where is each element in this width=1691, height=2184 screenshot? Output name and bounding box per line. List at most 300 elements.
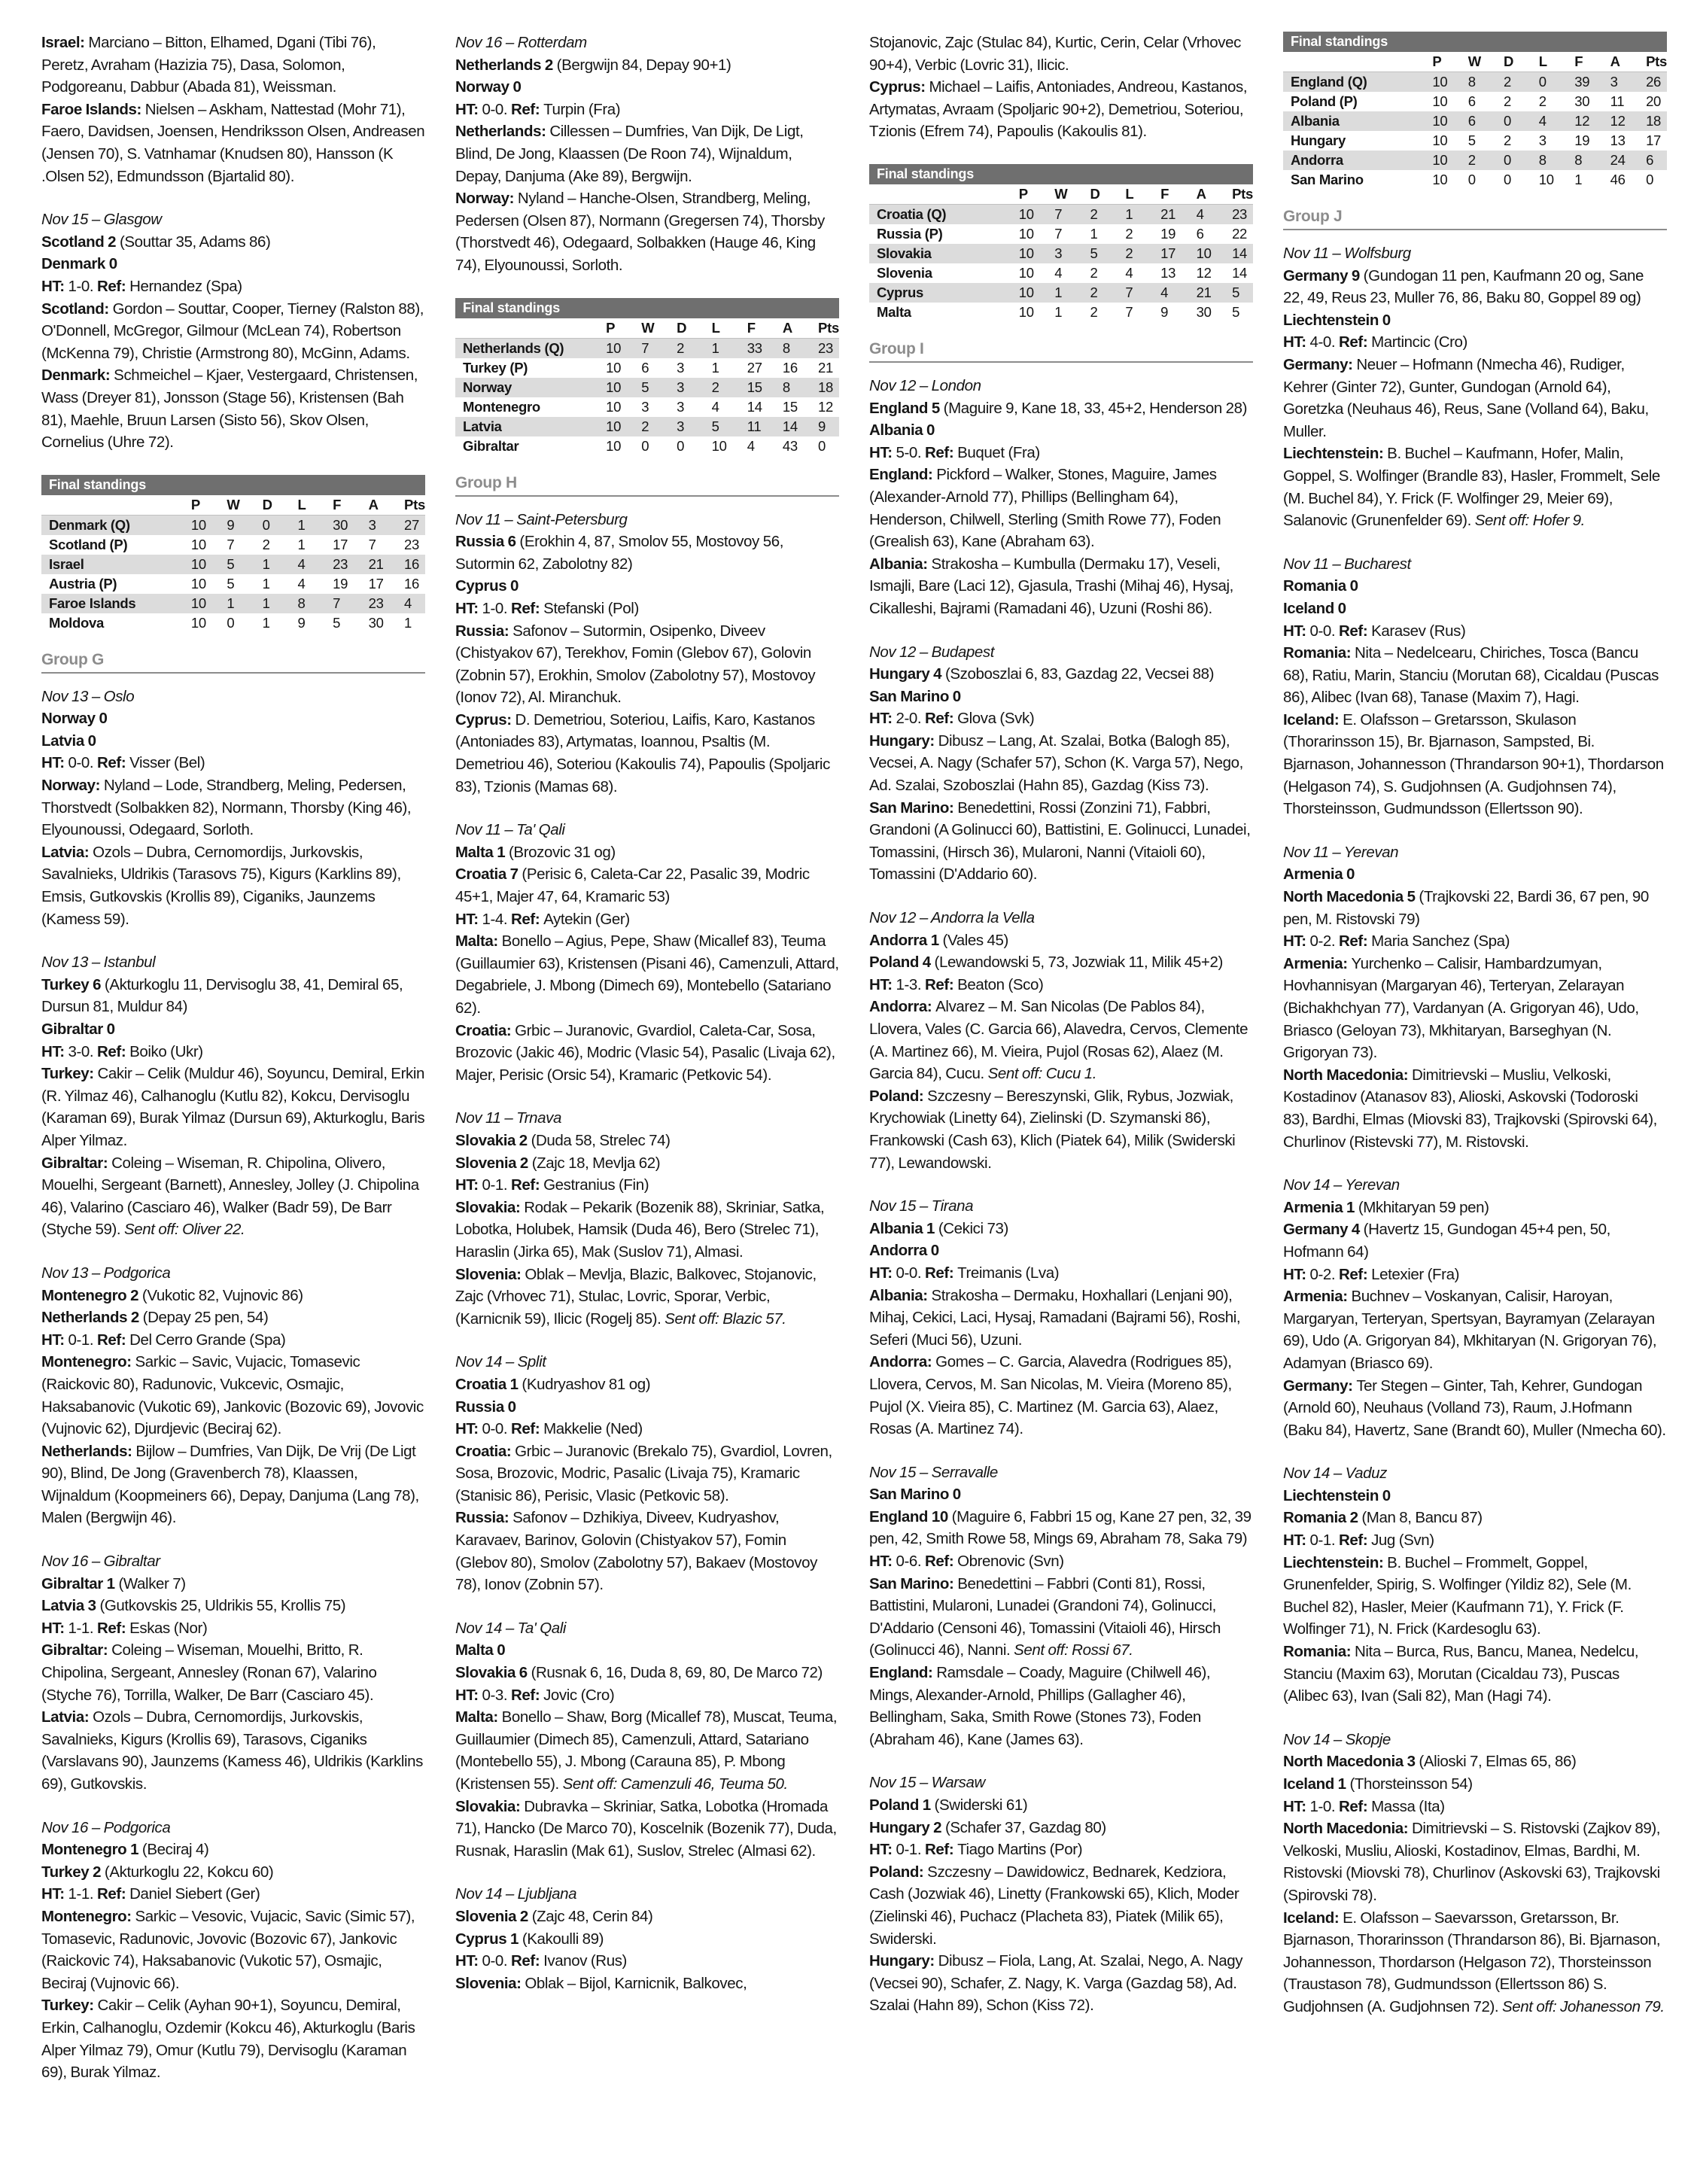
column-header <box>1283 52 1432 72</box>
bold-text: HT: <box>455 1176 482 1194</box>
bold-text: Ref: <box>97 1331 130 1349</box>
stat-cell: 0 <box>641 436 677 456</box>
spacer <box>41 674 425 686</box>
table-row <box>455 358 839 378</box>
match-paragraph <box>455 930 839 1019</box>
column-header: F <box>1160 185 1169 202</box>
bold-text: Netherlands 2 <box>455 56 557 74</box>
column-header: F <box>1574 53 1583 69</box>
text-run: B. Buchel – Frommelt, Goppel, Grunenfelder, Spirig, S. Wolfinger (Yildiz 82), Sele (M. Buchel 82), Hasler, Meier (Kaufmann 71), Y. Frick (F. Wolfinger 71), N. Frick (Kardesoglu 63). <box>1283 1553 1632 1638</box>
bold-text: San Marino: <box>869 798 958 817</box>
text-run: Sarkic – Savic, Vujacic, Tomasevic (Raickovic 80), Radunovic, Vukcevic, Osmajic, Haksabanovic (Vukotic 69), Jankovic (Bozovic 69), Jovovic (Vujnovic 62), Djurdjevic (Beciraj 62). <box>41 1353 424 1438</box>
match-paragraph <box>455 620 839 709</box>
match-paragraph <box>1283 709 1667 820</box>
text-run: Yurchenko – Calisir, Hambardzumyan, Hovhannisyan (Margaryan 46), Terteryan, Zelarayan (Bichakhchyan 77), Vardanyan (A. Grigoryan 46), Udo, Briasco (Geloyan 73), Mkhitaryan, Barseghyan (N. Grigoryan 73). <box>1283 954 1639 1062</box>
stat-cell: 18 <box>1646 111 1667 131</box>
italic-text: Nov 14 – Ta' Qali <box>455 1619 567 1637</box>
group-heading: Group I <box>869 339 1253 363</box>
match-paragraph <box>1283 575 1667 598</box>
team-name: Norway <box>455 378 606 397</box>
table-row <box>1283 72 1667 93</box>
stat-cell: 10 <box>606 358 641 378</box>
stat-cell: 23 <box>404 535 425 555</box>
italic-text: Nov 14 – Ljubljana <box>455 1885 577 1903</box>
text-run: Massa (Ita) <box>1371 1797 1445 1815</box>
text-run: (Perisic 6, Caleta-Car 22, Pasalic 39, Modric 45+1, Majer 47, 64, Kramaric 53) <box>455 865 810 906</box>
match-paragraph <box>869 951 1253 974</box>
text-run: Gordon – Souttar, Cooper, Tierney (Ralston 88), O'Donnell, McGregor, Gilmour (McLean 74), Robertson (McKenna 79), Christie (Armstrong 80), McGinn, Adams. <box>41 300 424 362</box>
italic-text: Sent off: Cucu 1. <box>987 1065 1097 1083</box>
match-paragraph <box>455 1020 839 1087</box>
bold-text: Slovakia: <box>455 1198 525 1216</box>
stat-cell: 39 <box>1574 72 1610 93</box>
standings-grid <box>869 184 1253 322</box>
column-header: P <box>1432 53 1442 69</box>
team-name: Albania <box>1283 111 1432 131</box>
stat-cell: 4 <box>1539 111 1574 131</box>
team-name: Netherlands (Q) <box>455 338 606 358</box>
bold-text: Germany: <box>1283 355 1357 373</box>
match-paragraph <box>869 996 1253 1084</box>
stat-cell: 6 <box>641 358 677 378</box>
stat-cell: 1 <box>1054 283 1090 303</box>
stat-cell: 24 <box>1610 151 1646 170</box>
standings-header <box>455 318 839 339</box>
text-run: (Mkhitaryan 59 pen) <box>1358 1198 1489 1216</box>
stat-cell: 17 <box>1160 244 1196 263</box>
bold-text: Norway 0 <box>41 710 108 728</box>
bold-text: Hungary: <box>869 1952 938 1970</box>
bold-text: Iceland 1 <box>1283 1775 1350 1793</box>
bold-text: Andorra: <box>869 1353 936 1371</box>
column-header <box>455 318 606 339</box>
stat-cell: 10 <box>1019 303 1054 322</box>
match-paragraph <box>869 1240 1253 1262</box>
text-run: Visser (Bel) <box>129 754 205 772</box>
text-run: 4-0. <box>1309 333 1340 351</box>
text-run: Strakosha – Dermaku, Hoxhallari (Lenjani 90), Mihaj, Cekici, Laci, Hysaj, Ramadani (Bajrami 56), Roshi, Seferi (Muci 56), Uzuni. <box>869 1286 1241 1349</box>
text-run: (Havertz 15, Gundogan 45+4 pen, 50, Hofmann 64) <box>1283 1221 1610 1261</box>
match-paragraph <box>869 419 1253 442</box>
stat-cell: 10 <box>606 436 641 456</box>
bold-text: Andorra 0 <box>869 1242 939 1260</box>
standings-table <box>1283 32 1667 190</box>
stat-cell: 23 <box>333 555 368 574</box>
column-header: L <box>711 319 720 336</box>
stat-cell: 10 <box>606 338 641 358</box>
match-paragraph <box>41 1639 425 1706</box>
bold-text: Ref: <box>1339 1532 1372 1550</box>
match-paragraph <box>869 1817 1253 1839</box>
text-run: 1-4. <box>482 910 512 928</box>
match-paragraph <box>41 951 425 974</box>
stat-cell: 16 <box>783 358 818 378</box>
stat-cell: 11 <box>747 417 783 436</box>
stat-cell: 4 <box>297 574 333 594</box>
text-run: (Maguire 6, Fabbri 15 og, Kane 27 pen, 32, 39 pen, 42, Smith Rowe 58, Mings 69, Abraham 78, Saka 79) <box>869 1507 1252 1548</box>
match-paragraph <box>41 1573 425 1595</box>
stat-cell: 30 <box>1574 92 1610 111</box>
bold-text: Gibraltar: <box>41 1154 112 1172</box>
text-run: Sarkic – Vesovic, Vujacic, Savic (Simic 57), Tomasevic, Radunovic, Jovovic (Bozovic 67), Jankovic (Raickovic 74), Haksabanovic (Vukotic 57), Osmajic, Beciraj (Vujnovic 66). <box>41 1907 415 1992</box>
bold-text: Poland: <box>869 1863 928 1881</box>
match-paragraph <box>455 1928 839 1951</box>
italic-text: Sent off: Johanesson 79. <box>1502 1997 1665 2015</box>
stat-cell: 12 <box>1574 111 1610 131</box>
text-run: (Brozovic 31 og) <box>509 843 616 861</box>
text-run: (Thorsteinsson 54) <box>1349 1775 1473 1793</box>
stat-cell: 7 <box>227 535 262 555</box>
stat-cell: 2 <box>1504 131 1539 151</box>
header-row <box>869 184 1253 205</box>
stat-cell: 19 <box>333 574 368 594</box>
text-run: Martincic (Cro) <box>1371 333 1467 351</box>
match-paragraph <box>41 1440 425 1529</box>
match-paragraph <box>869 1085 1253 1174</box>
text-run: Dimitrievski – Musliu, Velkoski, Kostadinov (Atanasov 83), Alioski, Askovski (Todoroski 83), Bardhi, Elmas (Miovski 83), Trajkovski (Spirovski 64), Churlinov (Ristevski 77), M. Ristovski. <box>1283 1066 1657 1151</box>
bold-text: Ref: <box>925 975 958 993</box>
match-paragraph <box>455 1883 839 1906</box>
team-name: Malta <box>869 303 1019 322</box>
stat-cell: 5 <box>1090 244 1125 263</box>
text-run: (Akturkoglu 22, Kokcu 60) <box>104 1863 274 1881</box>
stat-cell: 7 <box>1125 283 1160 303</box>
table-row <box>41 613 425 633</box>
bold-text: Armenia 0 <box>1283 865 1355 884</box>
match-paragraph <box>41 1152 425 1241</box>
team-name: Montenegro <box>455 397 606 417</box>
column-header: F <box>747 319 756 336</box>
bold-text: HT: <box>869 443 896 461</box>
stat-cell: 5 <box>1232 283 1253 303</box>
stat-cell: 10 <box>191 574 227 594</box>
bold-text: HT: <box>869 710 896 728</box>
text-run: Gomes – C. Garcia, Alavedra (Rodrigues 85), Llovera, Cervos, M. San Nicolas, M. Vieira (Moreno 85), Pujol (X. Vieira 85), C. Martinez (M. Garcia 63), Alaez, Rosas (A. Martinez 74). <box>869 1353 1232 1438</box>
text-run: Szczesny – Bereszynski, Glik, Rybus, Jozwiak, Krychowiak (Linetty 64), Zielinski (D. Szymanski 86), Frankowski (Cash 63), Klich (Piatek 64), Milik (Swiderski 77), Lewandowski. <box>869 1087 1236 1172</box>
text-run: Ramsdale – Coady, Maguire (Chilwell 46), Mings, Alexander-Arnold, Phillips (Gallagher 46), Bellingham, Saka, Smith Rowe (Stones 73), Foden (Abraham 46), Kane (James 63). <box>869 1664 1211 1748</box>
team-name: Hungary <box>1283 131 1432 151</box>
text-run: Beaton (Sco) <box>957 975 1044 993</box>
match-paragraph <box>41 686 425 708</box>
match-paragraph <box>1283 553 1667 576</box>
text-run: Bonello – Shaw, Borg (Micallef 78), Muscat, Teuma, Guillaumier (Dimech 85), Camenzuli, Attard, Satariano (Montebello 55), J. Mbong (Carauna 85), P. Mbong (Kristensen 55). <box>455 1708 838 1793</box>
stat-cell: 10 <box>191 594 227 613</box>
stat-cell: 20 <box>1646 92 1667 111</box>
stat-cell: 10 <box>191 613 227 633</box>
stat-cell: 8 <box>783 378 818 397</box>
stat-cell: 2 <box>263 535 298 555</box>
spacer <box>41 1241 425 1262</box>
text-run: (Walker 7) <box>118 1574 186 1592</box>
bold-text: HT: <box>1283 1532 1310 1550</box>
stat-cell: 7 <box>369 535 404 555</box>
bold-text: HT: <box>455 1420 482 1438</box>
spacer <box>455 456 839 468</box>
stat-cell: 4 <box>1054 263 1090 283</box>
bold-text: North Macedonia 3 <box>1283 1753 1419 1771</box>
bold-text: Hungary: <box>869 732 938 750</box>
team-name: Slovakia <box>869 244 1019 263</box>
text-run: (Bergwijn 84, Depay 90+1) <box>556 56 731 74</box>
bold-text: North Macedonia 5 <box>1283 888 1419 906</box>
stat-cell: 1 <box>1125 204 1160 224</box>
stat-cell: 0 <box>1504 151 1539 170</box>
match-paragraph <box>455 509 839 531</box>
text-run: Obrenovic (Svn) <box>957 1553 1064 1571</box>
stat-cell: 7 <box>333 594 368 613</box>
match-paragraph <box>869 1794 1253 1817</box>
team-name: Croatia (Q) <box>869 204 1019 224</box>
bold-text: Slovenia: <box>455 1974 525 1992</box>
text-run: 0-1. <box>896 1841 926 1859</box>
text-run: Makkelie (Ned) <box>543 1420 643 1438</box>
stat-cell: 7 <box>641 338 677 358</box>
match-paragraph <box>869 464 1253 552</box>
stat-cell: 1 <box>1574 170 1610 190</box>
stat-cell: 1 <box>297 515 333 535</box>
standings-table <box>41 475 425 633</box>
bold-text: Poland 4 <box>869 954 935 972</box>
team-name: Scotland (P) <box>41 535 191 555</box>
text-run: Cillessen – Dumfries, Van Dijk, De Ligt, Blind, De Jong, Klaassen (De Roon 74), Wijnaldum, Depay, Danjuma (Ake 89), Bergwijn. <box>455 123 804 185</box>
match-paragraph <box>869 929 1253 952</box>
italic-text: Nov 12 – London <box>869 376 981 394</box>
match-paragraph <box>1283 1264 1667 1286</box>
stat-cell: 10 <box>712 436 747 456</box>
column-header: P <box>1018 185 1028 202</box>
bold-text: Norway: <box>455 190 518 208</box>
stat-cell: 0 <box>1504 111 1539 131</box>
text-run: 1-3. <box>896 975 926 993</box>
bold-text: HT: <box>1283 333 1310 351</box>
bold-text: Liechtenstein: <box>1283 1553 1388 1571</box>
standings-body <box>41 515 425 633</box>
bold-text: Ref: <box>511 1176 544 1194</box>
text-run: (Vales 45) <box>942 931 1008 949</box>
team-name: Turkey (P) <box>455 358 606 378</box>
match-paragraph <box>41 298 425 365</box>
stat-cell: 3 <box>641 397 677 417</box>
stat-cell: 1 <box>263 613 298 633</box>
match-paragraph <box>1283 1507 1667 1529</box>
bold-text: Gibraltar 1 <box>41 1574 119 1592</box>
text-run: Nita – Nedelcearu, Chiriches, Tosca (Bancu 68), Ratiu, Marin, Stanciu (Morutan 68), Cicaldau (Puscas 86), Alibec (Ivan 68), Tanase (Maxim 7), Hagi. <box>1283 644 1659 707</box>
stat-cell: 2 <box>1468 151 1504 170</box>
team-name: Latvia <box>455 417 606 436</box>
stat-cell: 1 <box>1090 224 1125 244</box>
text-run: Rodak – Pekarik (Bozenik 88), Skriniar, Satka, Lobotka, Holubek, Hamsik (Duda 46), Bero (Strelec 71), Haraslin (Jirka 65), Mak (Suslov 71), Almasi. <box>455 1198 825 1261</box>
bold-text: Cyprus: <box>455 710 516 729</box>
stat-cell: 2 <box>1539 92 1574 111</box>
match-paragraph <box>41 707 425 730</box>
bold-text: Ref: <box>511 910 544 928</box>
bold-text: Ref: <box>97 754 130 772</box>
text-run: E. Olafsson – Saevarsson, Gretarsson, Br. Bjarnason, Thorarinsson (Thrandarson 86), Bi. Bjarnason, Johannesson, Thordarson (Helgason 72), Thorsteinsson (Traustason 78), Gudmundsson (Ellertsson 86) S. Gudjohnsen (A. Gudjohnsen 72). <box>1283 1909 1661 2015</box>
spacer <box>41 1529 425 1550</box>
match-paragraph <box>455 1152 839 1175</box>
text-run: Daniel Siebert (Ger) <box>129 1885 260 1903</box>
text-column <box>869 32 1253 2084</box>
stat-cell: 2 <box>677 338 712 358</box>
bold-text: Germany: <box>1283 1376 1357 1395</box>
bold-text: Ref: <box>1339 622 1372 640</box>
match-paragraph <box>869 1462 1253 1484</box>
match-paragraph <box>455 1950 839 1973</box>
bold-text: Slovenia 2 <box>455 1907 532 1925</box>
bold-text: HT: <box>41 1331 68 1349</box>
team-name: Cyprus <box>869 283 1019 303</box>
bold-text: San Marino: <box>869 1574 958 1592</box>
text-run: 0-6. <box>896 1553 926 1571</box>
bold-text: HT: <box>869 1841 896 1859</box>
stat-cell: 0 <box>227 613 262 633</box>
text-run: Ozols – Dubra, Cernomordijs, Jurkovskis, Savalnieks, Uldrikis (Tarasovs 75), Kigurs (Karklins 89), Emsis, Gutkovskis (Krollis 89), Ciganiks, Jaunzems (Kamess 59). <box>41 843 401 928</box>
stat-cell: 5 <box>641 378 677 397</box>
column-header: L <box>1538 53 1547 69</box>
match-paragraph <box>1283 1552 1667 1641</box>
bold-text: Albania 0 <box>869 421 935 440</box>
italic-text: Sent off: Rossi 67. <box>1014 1641 1133 1659</box>
italic-text: Sent off: Oliver 22. <box>124 1221 245 1239</box>
bold-text: Latvia 0 <box>41 732 96 750</box>
table-row <box>41 515 425 535</box>
stat-cell: 1 <box>1054 303 1090 322</box>
match-paragraph <box>455 54 839 77</box>
match-paragraph <box>455 1174 839 1197</box>
italic-text: Nov 14 – Skopje <box>1283 1730 1391 1748</box>
italic-text: Nov 14 – Vaduz <box>1283 1465 1388 1483</box>
spacer <box>869 1751 1253 1772</box>
match-paragraph <box>869 1262 1253 1285</box>
stat-cell: 14 <box>783 417 818 436</box>
bold-text: HT: <box>41 1885 68 1903</box>
bold-text: Netherlands 2 <box>41 1309 143 1327</box>
stat-cell: 5 <box>227 574 262 594</box>
italic-text: Sent off: Camenzuli 46, Teuma 50. <box>562 1775 788 1793</box>
stat-cell: 16 <box>404 574 425 594</box>
standings-title: Final standings <box>869 164 1253 184</box>
text-run: Nyland – Lode, Strandberg, Meling, Pedersen, Thorstvedt (Solbakken 82), Normann, Thorsby (King 46), Elyounoussi, Odegaard, Sorloth. <box>41 777 412 839</box>
italic-text: Nov 16 – Podgorica <box>41 1818 171 1836</box>
match-paragraph <box>869 707 1253 730</box>
bold-text: Poland: <box>869 1087 928 1105</box>
stat-cell: 22 <box>1232 224 1253 244</box>
bold-text: Ref: <box>511 599 544 617</box>
match-paragraph <box>1283 1485 1667 1507</box>
text-run: (Kakoulli 89) <box>522 1930 604 1948</box>
stat-cell: 13 <box>1610 131 1646 151</box>
bold-text: Armenia: <box>1283 954 1352 972</box>
text-run: Del Cerro Grande (Spa) <box>129 1331 286 1349</box>
text-run: Buchnev – Voskanyan, Calisir, Haroyan, Margaryan, Terteryan, Spertsyan, Bayramyan (Zelarayan 69), Udo (A. Grigoryan 84), Mkhitaryan (N. Grigoryan 76), Adamyan (Briasco 69). <box>1283 1288 1657 1372</box>
bold-text: Iceland: <box>1283 1909 1343 1927</box>
bold-text: Ref: <box>97 277 130 295</box>
stat-cell: 10 <box>1432 111 1467 131</box>
bold-text: North Macedonia: <box>1283 1066 1413 1084</box>
match-paragraph <box>1283 265 1667 309</box>
match-paragraph <box>41 730 425 753</box>
match-paragraph <box>1283 331 1667 354</box>
match-paragraph <box>455 1418 839 1440</box>
table-row <box>1283 151 1667 170</box>
match-paragraph <box>1283 598 1667 620</box>
stat-cell: 5 <box>712 417 747 436</box>
table-row <box>869 283 1253 303</box>
stat-cell: 1 <box>712 358 747 378</box>
match-paragraph <box>455 531 839 575</box>
text-run: 0-0. <box>896 1264 926 1282</box>
text-run: (Lewandowski 5, 73, Jozwiak 11, Milik 45+2) <box>934 954 1223 972</box>
stat-cell: 3 <box>369 515 404 535</box>
team-name: Faroe Islands <box>41 594 191 613</box>
match-paragraph <box>1283 1285 1667 1374</box>
text-run: (Rusnak 6, 16, Duda 8, 69, 80, De Marco 72) <box>531 1664 823 1682</box>
text-run: Oblak – Mevlja, Blazic, Balkovec, Stojanovic, Zajc (Vrhovec 71), Stulac, Lovric, Sporar, Verbic, (Karnicnik 59), Ilicic (Rogelj 85). <box>455 1265 817 1328</box>
stat-cell: 0 <box>677 436 712 456</box>
italic-text: Sent off: Hofer 9. <box>1474 512 1585 530</box>
text-run: Oblak – Bijol, Karnicnik, Balkovec, <box>525 1974 747 1992</box>
bold-text: Croatia: <box>455 1021 516 1039</box>
text-run: Aytekin (Ger) <box>543 910 630 928</box>
match-paragraph <box>41 1550 425 1573</box>
match-paragraph <box>455 1617 839 1640</box>
stat-cell: 12 <box>1197 263 1232 283</box>
stat-cell: 3 <box>677 378 712 397</box>
match-paragraph <box>869 442 1253 464</box>
text-run: Safonov – Sutormin, Osipenko, Diveev (Chistyakov 67), Terekhov, Fomin (Glebov 67), Golovin (Zobnin 57), Erokhin, Smolov (Zabolotny 57), Mostovoy (Ionov 72), Al. Miranchuk. <box>455 622 816 707</box>
text-run: (Szoboszlai 6, 83, Gazdag 22, Vecsei 88) <box>944 665 1215 683</box>
bold-text: Ref: <box>97 1619 130 1637</box>
stat-cell: 3 <box>677 358 712 378</box>
match-paragraph <box>869 1285 1253 1352</box>
bold-text: HT: <box>869 1264 896 1282</box>
text-run: (Souttar 35, Adams 86) <box>119 233 271 251</box>
column-header: P <box>606 319 616 336</box>
bold-text: HT: <box>455 1952 482 1970</box>
bold-text: HT: <box>455 100 482 118</box>
match-paragraph <box>455 76 839 99</box>
match-paragraph <box>455 32 839 54</box>
bold-text: Slovakia 6 <box>455 1664 531 1682</box>
match-paragraph <box>869 686 1253 708</box>
bold-text: Ref: <box>97 1885 130 1903</box>
stat-cell: 19 <box>1574 131 1610 151</box>
match-paragraph <box>869 1506 1253 1550</box>
match-paragraph <box>1283 1641 1667 1708</box>
table-row <box>869 224 1253 244</box>
stat-cell: 5 <box>1468 131 1504 151</box>
stat-cell: 2 <box>1090 263 1125 283</box>
bold-text: HT: <box>1283 1797 1310 1815</box>
match-paragraph <box>41 1595 425 1617</box>
italic-text: Nov 13 – Istanbul <box>41 954 156 972</box>
spacer <box>455 1086 839 1107</box>
text-run: 5-0. <box>896 443 926 461</box>
bold-text: England: <box>869 1664 937 1682</box>
stat-cell: 7 <box>1054 224 1090 244</box>
group-heading: Group J <box>1283 206 1667 230</box>
match-paragraph <box>455 1507 839 1595</box>
text-run: Dibusz – Fiola, Lang, At. Szalai, Nego, A. Nagy (Vecsei 90), Schafer, Z. Nagy, K. Varga (Gazdag 58), Ad. Szalai (Hahn 89), Schon (Kiss 72). <box>869 1952 1243 2015</box>
text-run: Glova (Svk) <box>957 710 1035 728</box>
bold-text: Armenia 1 <box>1283 1198 1358 1216</box>
match-paragraph <box>869 1351 1253 1440</box>
spacer <box>869 620 1253 641</box>
bold-text: Ref: <box>511 1686 544 1704</box>
bold-text: Montenegro: <box>41 1907 135 1925</box>
spacer <box>455 1330 839 1351</box>
column-header: W <box>641 319 655 336</box>
